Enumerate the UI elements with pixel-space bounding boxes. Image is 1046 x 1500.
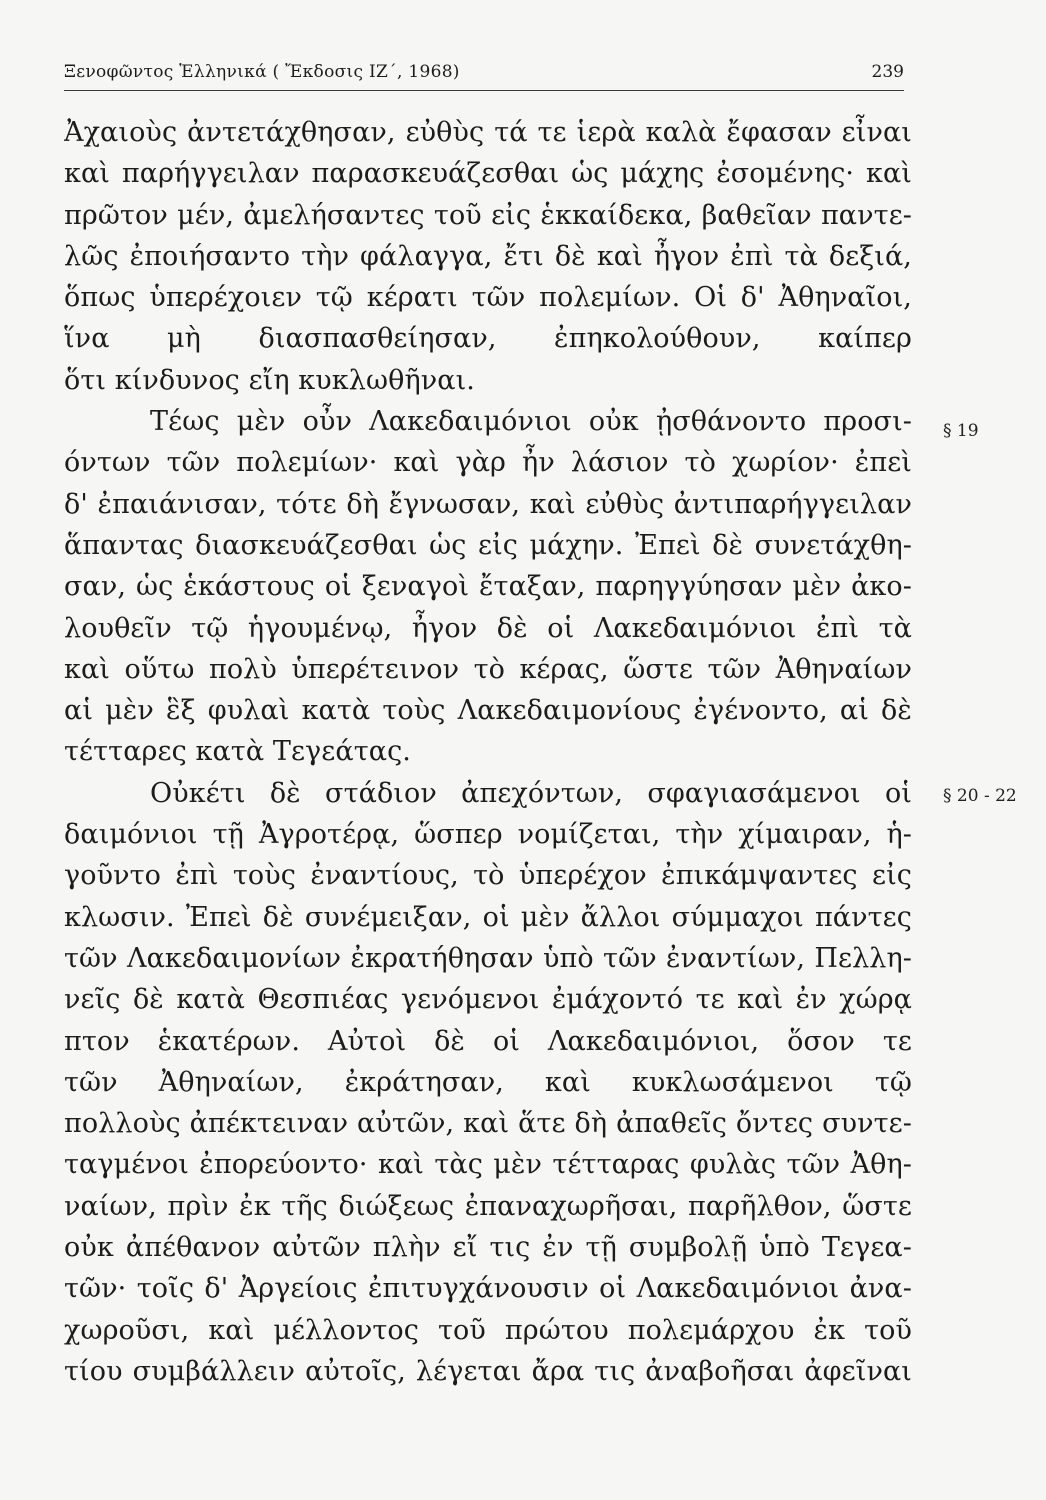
text-line: πρῶτον μέν, ἀμελήσαντες τοῦ εἰς ἑκκαίδεκα, βαθεῖαν παντε- [64, 199, 912, 231]
text-line: ὅπως ὑπερέχοιεν τῷ κέρατι τῶν πολεμίων. Οἱ δ' Ἀθηναῖοι, [64, 282, 912, 314]
running-header [64, 60, 904, 91]
text-line: δαιμόνιοι τῇ Ἀγροτέρᾳ, ὥσπερ νομίζεται, τὴν χίμαιραν, ἡ- [64, 819, 912, 851]
text-line: σαν, ὡς ἑκάστους οἱ ξεναγοὶ ἔταξαν, παρηγγύησαν μὲν ἀκο- [64, 571, 912, 603]
paragraph-start-line: Οὐκέτι δὲ στάδιον ἀπεχόντων, σφαγιασάμενοι οἱ [150, 777, 912, 809]
text-line: οὐκ ἀπέθανον αὐτῶν πλὴν εἴ τις ἐν τῇ συμβολῇ ὑπὸ Τεγεα- [64, 1232, 912, 1264]
text-line: καὶ παρήγγειλαν παρασκευάζεσθαι ὡς μάχης ἐσομένης· καὶ [64, 158, 912, 190]
running-title: Ξενοφῶντος Ἑλληνικά ( Ἔκδοσις ΙΖ΄, 1968) [64, 62, 460, 82]
text-line: κλωσιν. Ἐπεὶ δὲ συνέμειξαν, οἱ μὲν ἄλλοι σύμμαχοι πάντες [64, 901, 912, 933]
text-line: νεῖς δὲ κατὰ Θεσπιέας γενόμενοι ἐμάχοντό τε καὶ ἐν χώρᾳ [64, 984, 912, 1016]
text-line: γοῦντο ἐπὶ τοὺς ἐναντίους, τὸ ὑπερέχον ἐπικάμψαντες εἰς [64, 860, 912, 892]
text-line: τῶν Ἀθηναίων, ἐκράτησαν, καὶ κυκλωσάμενοι τῷ [64, 1066, 912, 1098]
text-line: τίου συμβάλλειν αὐτοῖς, λέγεται ἄρα τις ἀναβοῆσαι ἀφεῖναι [64, 1355, 912, 1387]
text-line: όντων τῶν πολεμίων· καὶ γὰρ ἦν λάσιον τὸ χωρίον· ἐπεὶ [64, 447, 912, 479]
text-line: τέτταρες κατὰ Τεγεάτας. [64, 736, 411, 768]
text-line: χωροῦσι, καὶ μέλλοντος τοῦ πρώτου πολεμάρχου ἐκ τοῦ [64, 1314, 912, 1346]
text-line: ὅτι κίνδυνος εἴη κυκλωθῆναι. [64, 364, 475, 396]
paragraph-start-line: Τέως μὲν οὖν Λακεδαιμόνιοι οὐκ ᾐσθάνοντο προσι- [150, 406, 912, 438]
section-ref-20-22: § 20 - 22 [943, 786, 1017, 806]
section-ref-19: § 19 [943, 421, 979, 441]
text-line: τῶν· τοῖς δ' Ἀργείοις ἐπιτυγχάνουσιν οἱ Λακεδαιμόνιοι ἀνα- [64, 1273, 912, 1305]
text-line: ταγμένοι ἐπορεύοντο· καὶ τὰς μὲν τέτταρας φυλὰς τῶν Ἀθη- [64, 1149, 912, 1181]
text-line: αἱ μὲν ἓξ φυλαὶ κατὰ τοὺς Λακεδαιμονίους ἐγένοντο, αἱ δὲ [64, 695, 912, 727]
text-line: πολλοὺς ἀπέκτειναν αὐτῶν, καὶ ἅτε δὴ ἀπαθεῖς ὄντες συντε- [64, 1108, 912, 1140]
text-line: λουθεῖν τῷ ἡγουμένῳ, ἦγον δὲ οἱ Λακεδαιμόνιοι ἐπὶ τὰ [64, 612, 912, 644]
page-number: 239 [871, 62, 904, 82]
text-line: ναίων, πρὶν ἐκ τῆς διώξεως ἐπαναχωρῆσαι, παρῆλθον, ὥστε [64, 1190, 912, 1222]
text-line: Ἀχαιοὺς ἀντετάχθησαν, εὐθὺς τά τε ἱερὰ καλὰ ἔφασαν εἶναι [64, 117, 912, 148]
text-line: πτον ἑκατέρων. Αὐτοὶ δὲ οἱ Λακεδαιμόνιοι, ὅσον τε [64, 1025, 912, 1057]
text-line: δ' ἐπαιάνισαν, τότε δὴ ἔγνωσαν, καὶ εὐθὺς ἀντιπαρήγγειλαν [64, 488, 912, 520]
text-line: τῶν Λακεδαιμονίων ἐκρατήθησαν ὑπὸ τῶν ἐναντίων, Πελλη- [64, 942, 912, 974]
text-line: λῶς ἐποιήσαντο τὴν φάλαγγα, ἔτι δὲ καὶ ἦγον ἐπὶ τὰ δεξιά, [64, 240, 912, 272]
text-line: ἵνα μὴ διασπασθείησαν, ἐπηκολούθουν, καίπερ [64, 323, 912, 355]
text-line: ἅπαντας διασκευάζεσθαι ὡς εἰς μάχην. Ἐπεὶ δὲ συνετάχθη- [64, 529, 912, 561]
text-line: καὶ οὕτω πολὺ ὑπερέτεινον τὸ κέρας, ὥστε τῶν Ἀθηναίων [64, 653, 912, 685]
greek-text-body [64, 112, 912, 1392]
